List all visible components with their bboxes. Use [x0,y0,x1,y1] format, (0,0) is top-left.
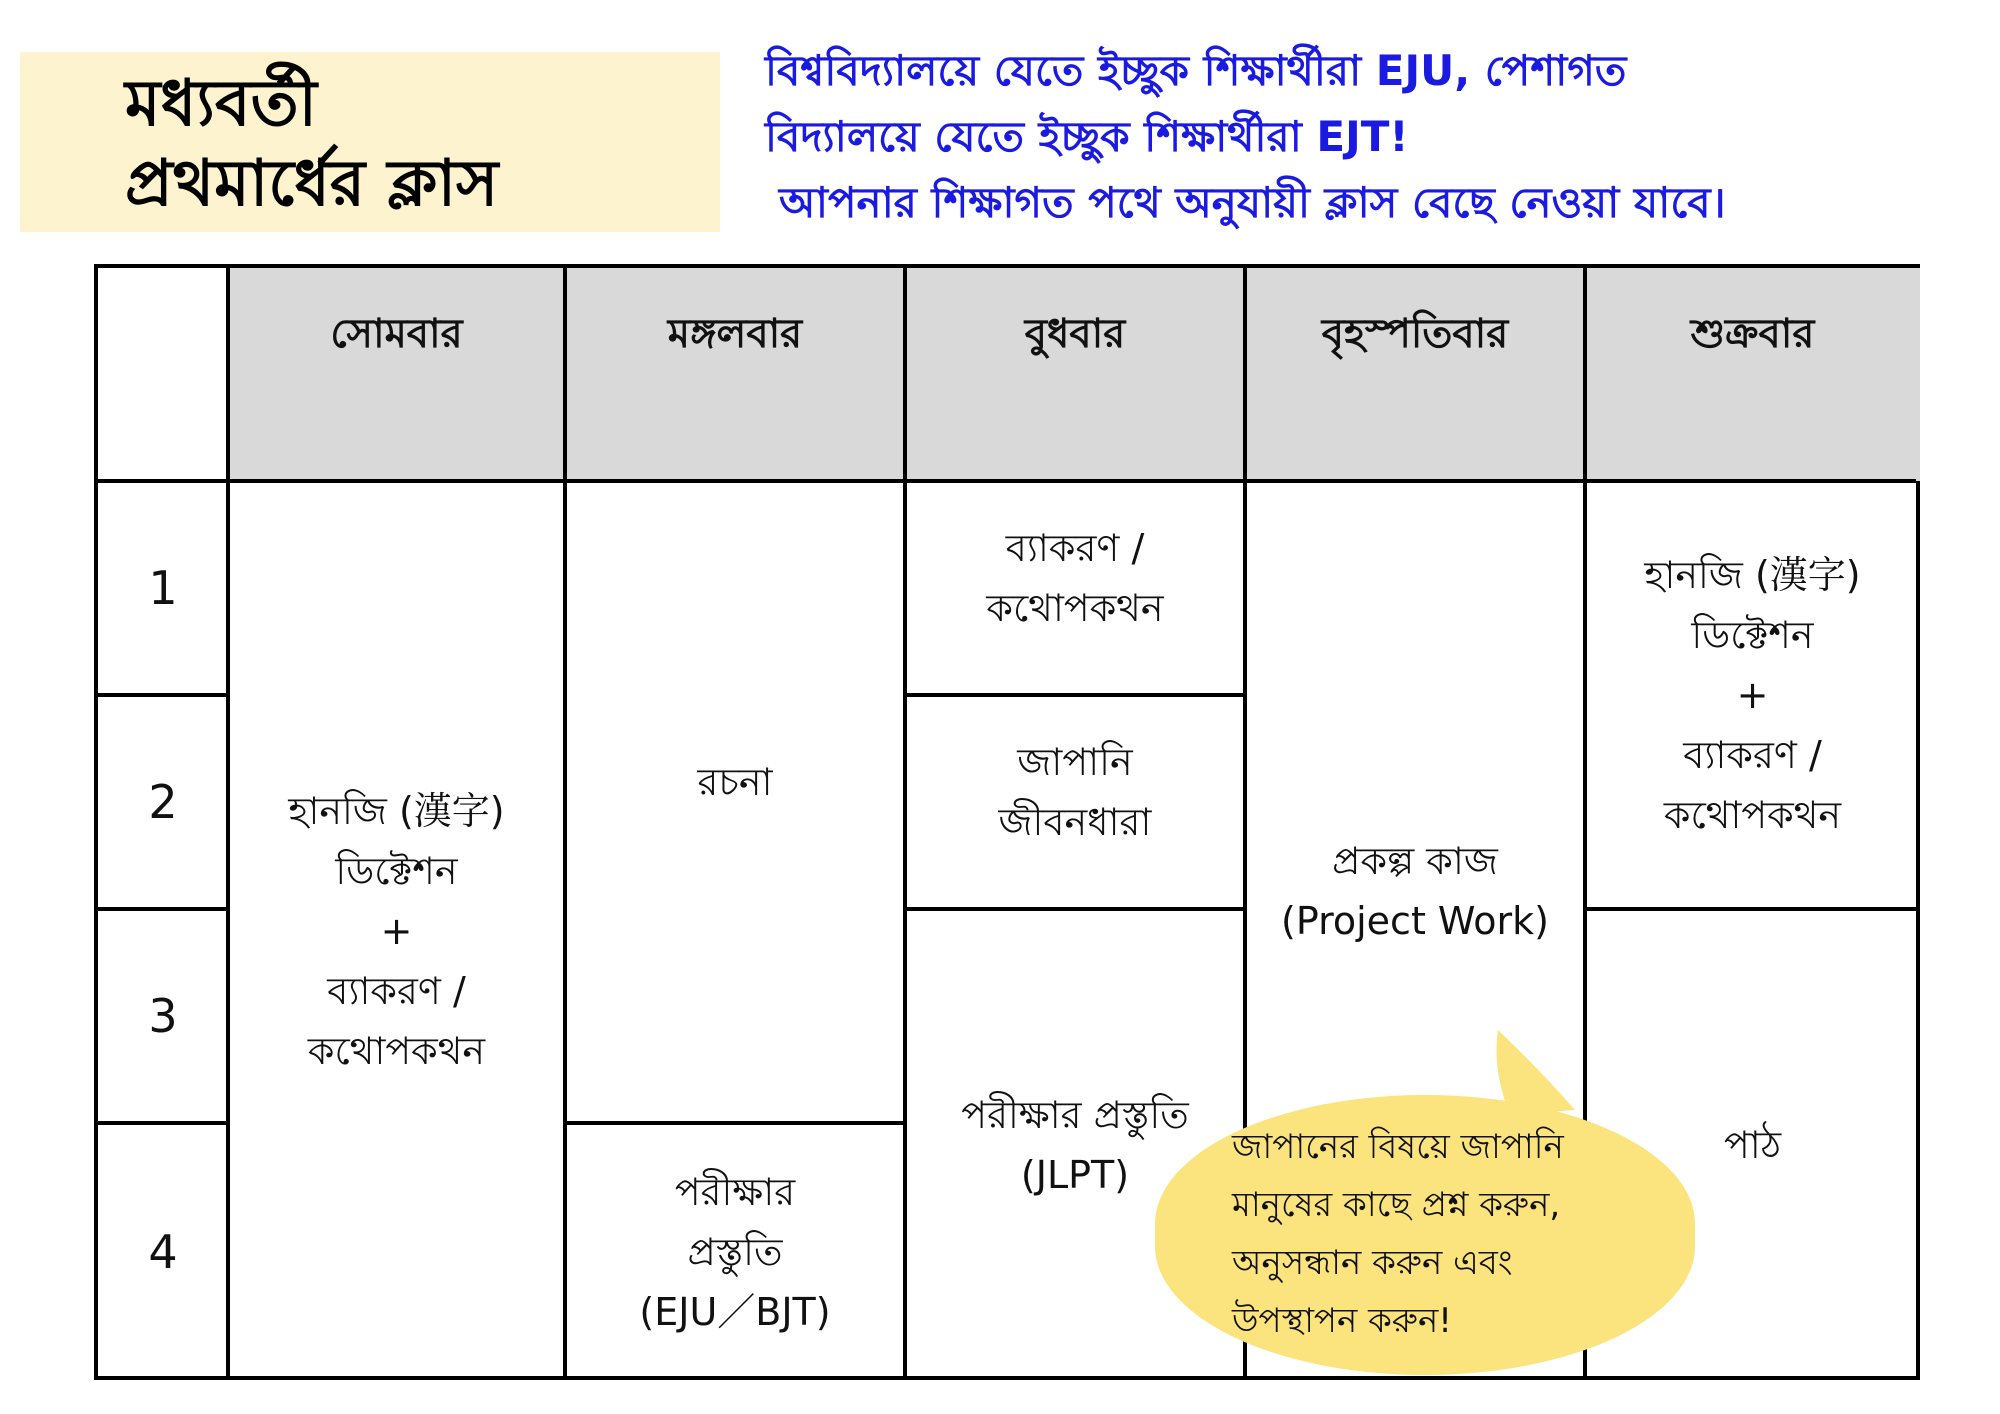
header-thursday: বৃহস্পতিবার [1245,268,1585,481]
intro-line-3: আপনার শিক্ষাগত পথে অনুযায়ী ক্লাস বেছে নেওয়া যাবে। [779,178,1726,227]
header-friday: শুক্রবার [1585,268,1920,481]
wednesday-class-japanese-life: জাপানি জীবনধারা [998,740,1152,844]
period-2: 2 [148,775,178,829]
wednesday-class-grammar: ব্যাকরণ / কথোপকথন [986,526,1164,630]
period-1: 1 [148,561,178,615]
header-monday: সোমবার [228,268,565,481]
friday-class-reading: পাঠ [1723,1122,1782,1167]
page-title: মধ্যবর্তী প্রথমার্ধের ক্লাস [125,67,499,221]
header-wednesday: বুধবার [905,268,1245,481]
wednesday-class-jlpt: পরীক্ষার প্রস্তুতি (JLPT) [961,1092,1189,1197]
monday-class: হানজি (漢字) ডিক্টেশন + ব্যাকরণ / কথোপকথন [288,788,505,1073]
period-3: 3 [148,989,178,1043]
tuesday-class-exam-prep: পরীক্ষার প্রস্তুতি (EJU／BJT) [639,1169,831,1334]
thursday-class-project: প্রকল্প কাজ (Project Work) [1281,838,1549,943]
intro-line-1: বিশ্ববিদ্যালয়ে যেতে ইচ্ছুক শিক্ষার্থীরা EJU, পেশাগত [765,46,1627,95]
tuesday-class-writing: রচনা [697,760,773,804]
friday-class-kanji: হানজি (漢字) ডিক্টেশন + ব্যাকরণ / কথোপকথন [1644,553,1861,837]
intro-line-2: বিদ্যালয়ে যেতে ইচ্ছুক শিক্ষার্থীরা EJT! [765,112,1409,161]
period-4: 4 [148,1224,178,1279]
speech-bubble-text: জাপানের বিষয়ে জাপানি মানুষের কাছে প্রশ্ন করুন, অনুসন্ধান করুন এবং উপস্থাপন করুন! [1232,1127,1564,1341]
header-tuesday: মঙ্গলবার [565,268,905,481]
